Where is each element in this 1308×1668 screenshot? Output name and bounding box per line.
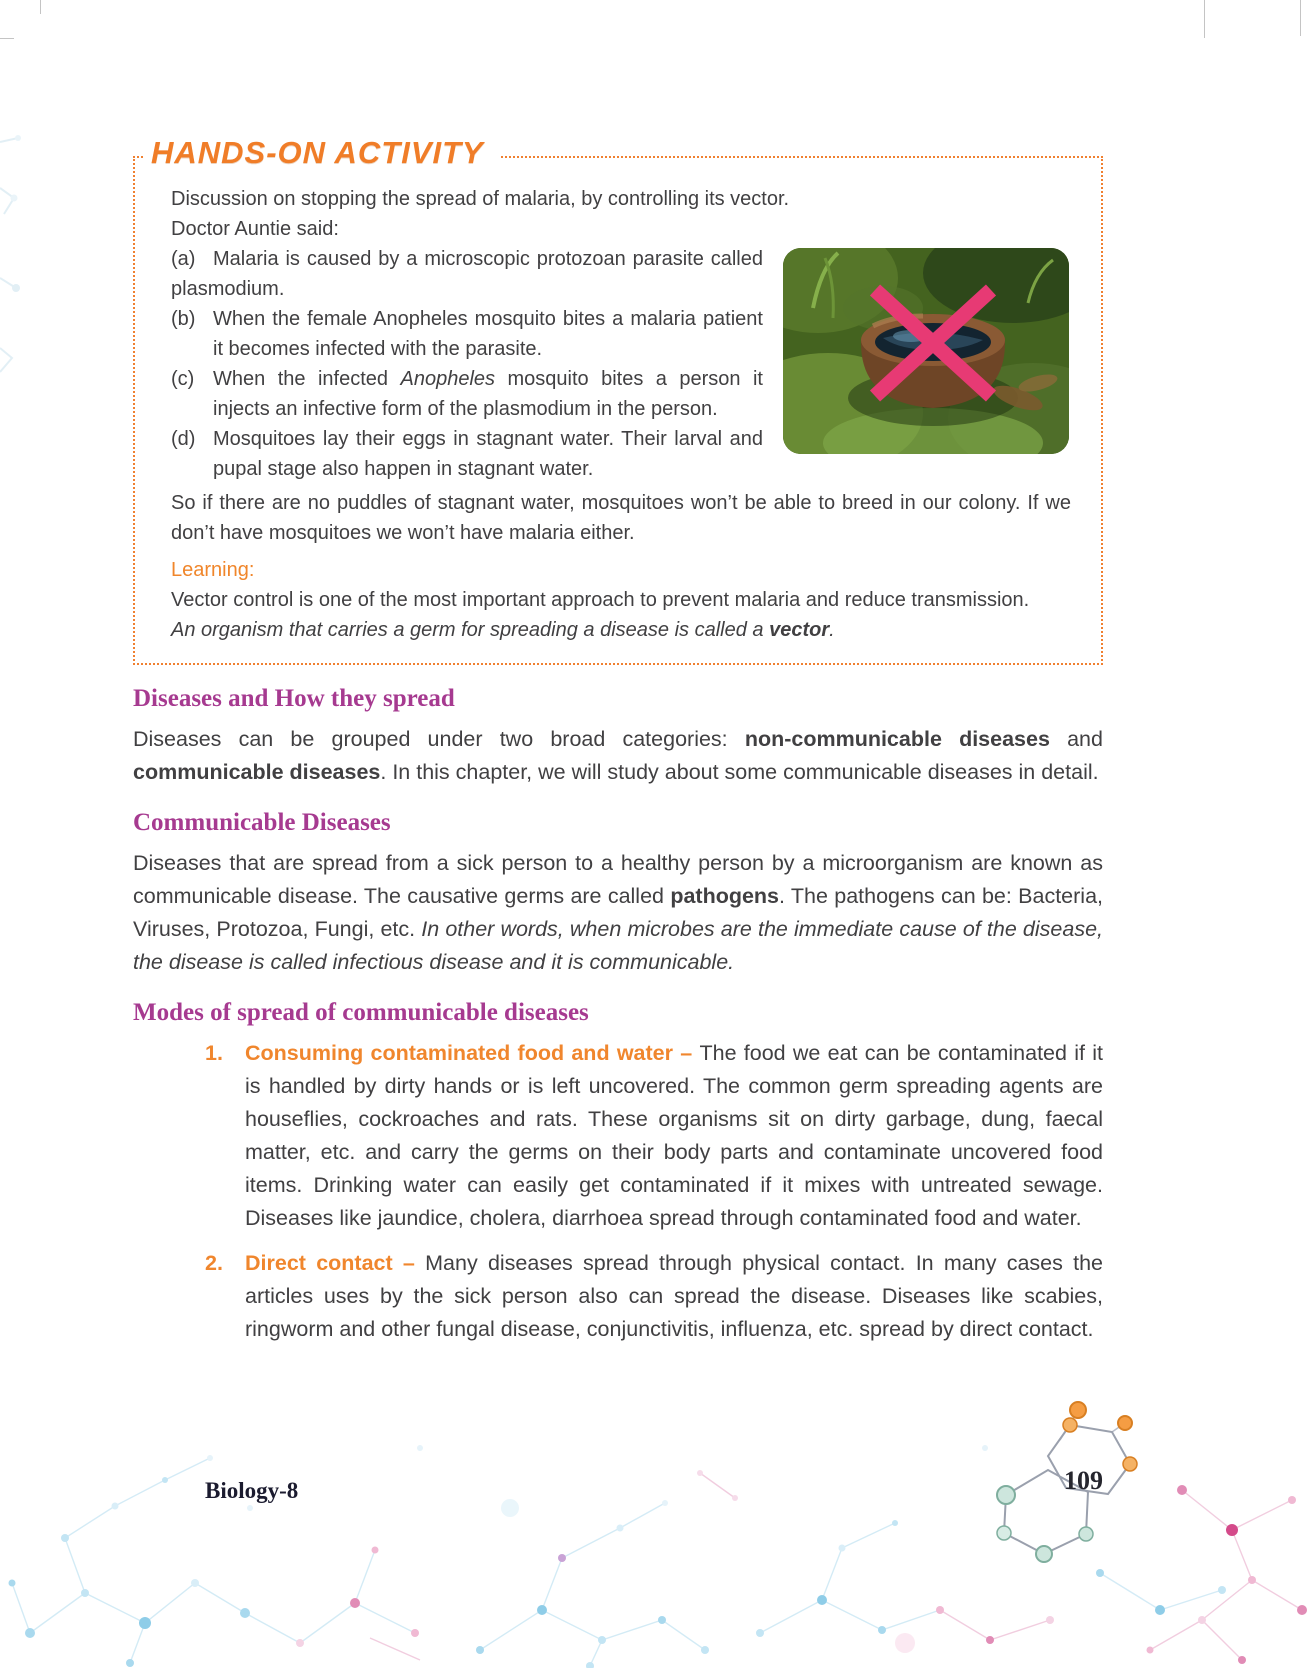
text-run: . — [829, 619, 835, 641]
mode-item-1 — [133, 1037, 1103, 1235]
learning-definition — [171, 615, 1071, 645]
mode-1-lead: Consuming contaminated food and water – — [245, 1041, 700, 1065]
text-run: An organism that carries a germ for spreading a disease is called a — [171, 619, 770, 641]
text-run: and — [1049, 727, 1103, 751]
page-number: 109 — [1064, 1466, 1103, 1495]
left-edge-decoration — [0, 128, 26, 408]
text-run: . In this chapter, we will study about some communicable diseases in detail. — [380, 760, 1099, 784]
diseases-intro-paragraph — [133, 723, 1103, 789]
crop-mark — [1204, 0, 1205, 38]
mode-item-2 — [133, 1247, 1103, 1346]
activity-intro-line: Discussion on stopping the spread of malaria, by controlling its vector. — [171, 188, 790, 210]
heading-diseases-and-how-they-spread: Diseases and How they spread — [133, 685, 455, 712]
point-text: mosquito bites a person it injects an infective form of the plasmodium in the person. — [213, 368, 763, 420]
bold-term-communicable: communicable diseases — [133, 760, 381, 784]
activity-title: HANDS-ON ACTIVITY — [143, 135, 500, 171]
mode-1-text: The food we eat can be contaminated if it is handled by dirty hands or is left uncovered. The common germ spreading agents are houseflies, cockroaches and rats. These organisms sit on dirty garbage, dung, faecal matter, etc. and carry the germs on their body parts and contaminate uncovered food items. Drinking water can easily get contaminated if it mixes with untreated sewage. Diseases like jaundice, cholera, diarrhoea spread through contaminated food and water. — [245, 1041, 1103, 1230]
molecule-network-decoration — [0, 1388, 1308, 1668]
footer-book-title: Biology-8 — [205, 1478, 299, 1503]
activity-speaker-line: Doctor Auntie said: — [171, 218, 339, 240]
text-run: Diseases that are spread from a sick person to a healthy person by a microorganism are known as communicable disease. The causative germs are called — [133, 851, 1103, 908]
learning-text: Vector control is one of the most important approach to prevent malaria and reduce transmission. — [171, 589, 1030, 611]
heading-modes-of-spread: Modes of spread of communicable diseases — [133, 999, 589, 1026]
hands-on-activity-box — [133, 135, 1103, 665]
point-label: (a) — [171, 248, 196, 270]
text-run: Diseases can be grouped under two broad categories: — [133, 727, 745, 751]
text-run: . The pathogens can be: Bacteria, Viruses, Protozoa, Fungi, etc. — [133, 884, 1103, 941]
activity-body — [135, 158, 1101, 663]
list-number: 1. — [205, 1041, 223, 1065]
point-label: (d) — [171, 428, 196, 450]
vector-term: vector — [769, 619, 830, 641]
stagnant-water-pot-photo — [783, 248, 1069, 454]
bold-term-non-communicable: non-communicable diseases — [744, 727, 1050, 751]
pot-photo-illustration — [783, 248, 1069, 454]
crop-mark — [1300, 0, 1301, 36]
italic-term: Anopheles — [400, 368, 496, 390]
modes-of-spread-list — [133, 1037, 1103, 1346]
mode-2-lead: Direct contact – — [245, 1251, 426, 1275]
communicable-diseases-paragraph — [133, 847, 1103, 979]
point-text: When the infected — [213, 368, 401, 390]
italic-sentence: In other words, when microbes are the immediate cause of the disease, the disease is called infectious disease and it is communicable. — [133, 917, 1103, 974]
heading-communicable-diseases: Communicable Diseases — [133, 809, 391, 836]
point-text: Malaria is caused by a microscopic protozoan parasite called plasmodium. — [171, 248, 763, 300]
point-label: (c) — [171, 368, 195, 390]
crop-mark — [0, 38, 14, 39]
activity-conclusion: So if there are no puddles of stagnant water, mosquitoes won’t be able to breed in our colony. If we don’t have mosquitoes we won’t have malaria either. — [171, 492, 1071, 544]
point-label: (b) — [171, 308, 196, 330]
page-content-column — [133, 0, 1103, 1358]
point-text: Mosquitoes lay their eggs in stagnant water. Their larval and pupal stage also happen in stagnant water. — [213, 428, 763, 480]
learning-label: Learning: — [171, 559, 255, 581]
point-text: When the female Anopheles mosquito bites a malaria patient it becomes infected with the parasite. — [213, 308, 763, 360]
mode-2-text: Many diseases spread through physical contact. In many cases the articles uses by the sick person also can spread the disease. Diseases like scabies, ringworm and other fungal disease, conjunctivitis, influenza, etc. spread by direct contact. — [245, 1251, 1104, 1341]
bold-term-pathogens: pathogens — [670, 884, 780, 908]
crop-mark — [40, 0, 41, 14]
list-number: 2. — [205, 1251, 223, 1275]
